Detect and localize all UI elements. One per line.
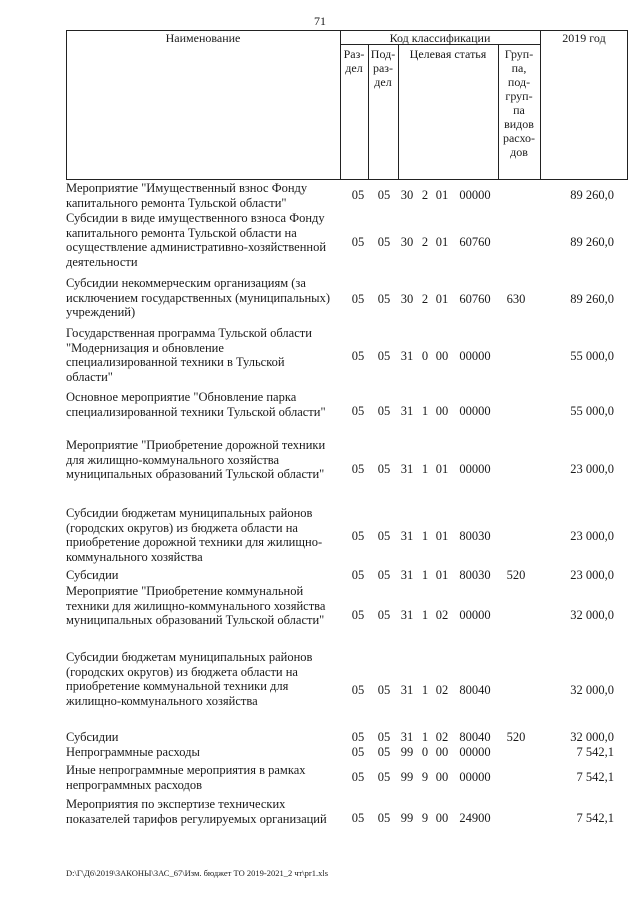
row-direction: 00000 xyxy=(459,770,491,784)
row-direction: 60760 xyxy=(459,235,491,249)
row-event: 00 xyxy=(435,404,449,418)
row-podrazdel: 05 xyxy=(377,770,391,784)
row-direction: 00000 xyxy=(459,349,491,363)
row-podrazdel: 05 xyxy=(377,730,391,744)
row-podrazdel: 05 xyxy=(377,529,391,543)
row-program: 31 xyxy=(400,529,414,543)
header-target: Целевая статья xyxy=(409,47,487,61)
row-amount: 89 260,0 xyxy=(570,188,614,202)
row-subprogram: 9 xyxy=(421,811,429,825)
row-razdel: 05 xyxy=(351,404,365,418)
row-podrazdel: 05 xyxy=(377,349,391,363)
row-podrazdel: 05 xyxy=(377,608,391,622)
row-direction: 80040 xyxy=(459,730,491,744)
row-subprogram: 1 xyxy=(421,608,429,622)
row-name: Мероприятие "Имущественный взнос Фонду капитального ремонта Тульской области" xyxy=(66,181,308,210)
row-program: 31 xyxy=(400,730,414,744)
row-razdel: 05 xyxy=(351,811,365,825)
row-subprogram: 1 xyxy=(421,529,429,543)
row-event: 02 xyxy=(435,730,449,744)
row-name: Непрограммные расходы xyxy=(66,745,200,759)
row-razdel: 05 xyxy=(351,292,365,306)
row-event: 00 xyxy=(435,745,449,759)
row-subprogram: 2 xyxy=(421,292,429,306)
row-direction: 80030 xyxy=(459,568,491,582)
row-event: 01 xyxy=(435,188,449,202)
row-subprogram: 1 xyxy=(421,683,429,697)
row-amount: 7 542,1 xyxy=(576,770,614,784)
row-event: 01 xyxy=(435,568,449,582)
row-amount: 32 000,0 xyxy=(570,730,614,744)
row-razdel: 05 xyxy=(351,568,365,582)
file-path-footer: D:\Г\Д6\2019\ЗАКОНЫ\ЗАС_67\Изм. бюджет ТО 2019-2021_2 чт\pr1.xls xyxy=(66,868,329,878)
row-event: 00 xyxy=(435,811,449,825)
row-podrazdel: 05 xyxy=(377,462,391,476)
row-subprogram: 1 xyxy=(421,568,429,582)
row-event: 01 xyxy=(435,235,449,249)
row-event: 02 xyxy=(435,683,449,697)
row-podrazdel: 05 xyxy=(377,745,391,759)
row-amount: 89 260,0 xyxy=(570,235,614,249)
header-year: 2019 год xyxy=(562,31,606,45)
page-number: 71 xyxy=(314,14,326,28)
header-razdel: Раз- дел xyxy=(343,47,365,75)
row-podrazdel: 05 xyxy=(377,292,391,306)
row-razdel: 05 xyxy=(351,608,365,622)
row-subprogram: 9 xyxy=(421,770,429,784)
row-razdel: 05 xyxy=(351,235,365,249)
row-name: Субсидии бюджетам муниципальных районов (городских округов) из бюджета области на приобретение коммунальной техники для жилищно-коммунального хозяйства xyxy=(66,650,313,708)
row-razdel: 05 xyxy=(351,349,365,363)
row-amount: 32 000,0 xyxy=(570,683,614,697)
row-direction: 80040 xyxy=(459,683,491,697)
row-name: Иные непрограммные мероприятия в рамках непрограммных расходов xyxy=(66,763,306,792)
row-event: 00 xyxy=(435,349,449,363)
row-amount: 23 000,0 xyxy=(570,568,614,582)
row-razdel: 05 xyxy=(351,529,365,543)
row-podrazdel: 05 xyxy=(377,568,391,582)
row-group: 520 xyxy=(506,730,526,744)
row-name: Мероприятия по экспертизе технических показателей тарифов регулируемых организаций xyxy=(66,797,327,826)
row-group: 630 xyxy=(506,292,526,306)
row-amount: 55 000,0 xyxy=(570,404,614,418)
row-direction: 00000 xyxy=(459,188,491,202)
row-event: 01 xyxy=(435,462,449,476)
row-program: 31 xyxy=(400,568,414,582)
row-subprogram: 0 xyxy=(421,745,429,759)
row-name: Мероприятие "Приобретение коммунальной техники для жилищно-коммунального хозяйства муниципальных образований Тульской области" xyxy=(66,584,326,627)
row-name: Субсидии в виде имущественного взноса Фонду капитального ремонта Тульской области на осуществление административно-хозяйственной деятельности xyxy=(66,211,327,269)
row-event: 01 xyxy=(435,529,449,543)
row-subprogram: 2 xyxy=(421,235,429,249)
row-name: Основное мероприятие "Обновление парка специализированной техники Тульской области" xyxy=(66,390,326,419)
row-program: 31 xyxy=(400,404,414,418)
row-event: 02 xyxy=(435,608,449,622)
row-name: Субсидии xyxy=(66,568,119,582)
row-program: 30 xyxy=(400,292,414,306)
row-name: Государственная программа Тульской области "Модернизация и обновление специализированной техники в Тульской области" xyxy=(66,326,312,384)
row-amount: 55 000,0 xyxy=(570,349,614,363)
row-name: Мероприятие "Приобретение дорожной техники для жилищно-коммунального хозяйства муниципальных образований Тульской области" xyxy=(66,438,326,481)
row-razdel: 05 xyxy=(351,745,365,759)
row-podrazdel: 05 xyxy=(377,683,391,697)
row-subprogram: 1 xyxy=(421,730,429,744)
row-direction: 00000 xyxy=(459,404,491,418)
row-name: Субсидии xyxy=(66,730,119,744)
row-program: 99 xyxy=(400,745,414,759)
row-podrazdel: 05 xyxy=(377,235,391,249)
row-podrazdel: 05 xyxy=(377,811,391,825)
row-amount: 89 260,0 xyxy=(570,292,614,306)
row-amount: 7 542,1 xyxy=(576,745,614,759)
row-program: 99 xyxy=(400,811,414,825)
row-direction: 80030 xyxy=(459,529,491,543)
row-subprogram: 1 xyxy=(421,462,429,476)
row-direction: 00000 xyxy=(459,608,491,622)
row-razdel: 05 xyxy=(351,188,365,202)
row-razdel: 05 xyxy=(351,683,365,697)
row-razdel: 05 xyxy=(351,770,365,784)
row-subprogram: 0 xyxy=(421,349,429,363)
row-amount: 32 000,0 xyxy=(570,608,614,622)
header-group: Груп- па, под- груп- па видов расхо- дов xyxy=(502,47,536,159)
header-name: Наименование xyxy=(165,31,241,45)
row-amount: 23 000,0 xyxy=(570,462,614,476)
row-event: 01 xyxy=(435,292,449,306)
row-razdel: 05 xyxy=(351,462,365,476)
header-code: Код классификации xyxy=(389,31,491,45)
row-direction: 24900 xyxy=(459,811,491,825)
row-name: Субсидии некоммерческим организациям (за исключением государственных (муниципальных) учреждений) xyxy=(66,276,330,319)
row-direction: 00000 xyxy=(459,745,491,759)
row-amount: 7 542,1 xyxy=(576,811,614,825)
row-program: 30 xyxy=(400,235,414,249)
row-subprogram: 2 xyxy=(421,188,429,202)
header-podrazdel: Под- раз- дел xyxy=(370,47,396,89)
row-direction: 00000 xyxy=(459,462,491,476)
row-program: 99 xyxy=(400,770,414,784)
row-subprogram: 1 xyxy=(421,404,429,418)
row-program: 31 xyxy=(400,462,414,476)
row-razdel: 05 xyxy=(351,730,365,744)
row-program: 31 xyxy=(400,683,414,697)
row-direction: 60760 xyxy=(459,292,491,306)
row-program: 30 xyxy=(400,188,414,202)
row-event: 00 xyxy=(435,770,449,784)
row-name: Субсидии бюджетам муниципальных районов (городских округов) из бюджета области на приобретение дорожной техники для жилищно- коммунального хозяйства xyxy=(66,506,323,564)
row-program: 31 xyxy=(400,608,414,622)
row-amount: 23 000,0 xyxy=(570,529,614,543)
row-podrazdel: 05 xyxy=(377,188,391,202)
row-group: 520 xyxy=(506,568,526,582)
row-program: 31 xyxy=(400,349,414,363)
row-podrazdel: 05 xyxy=(377,404,391,418)
